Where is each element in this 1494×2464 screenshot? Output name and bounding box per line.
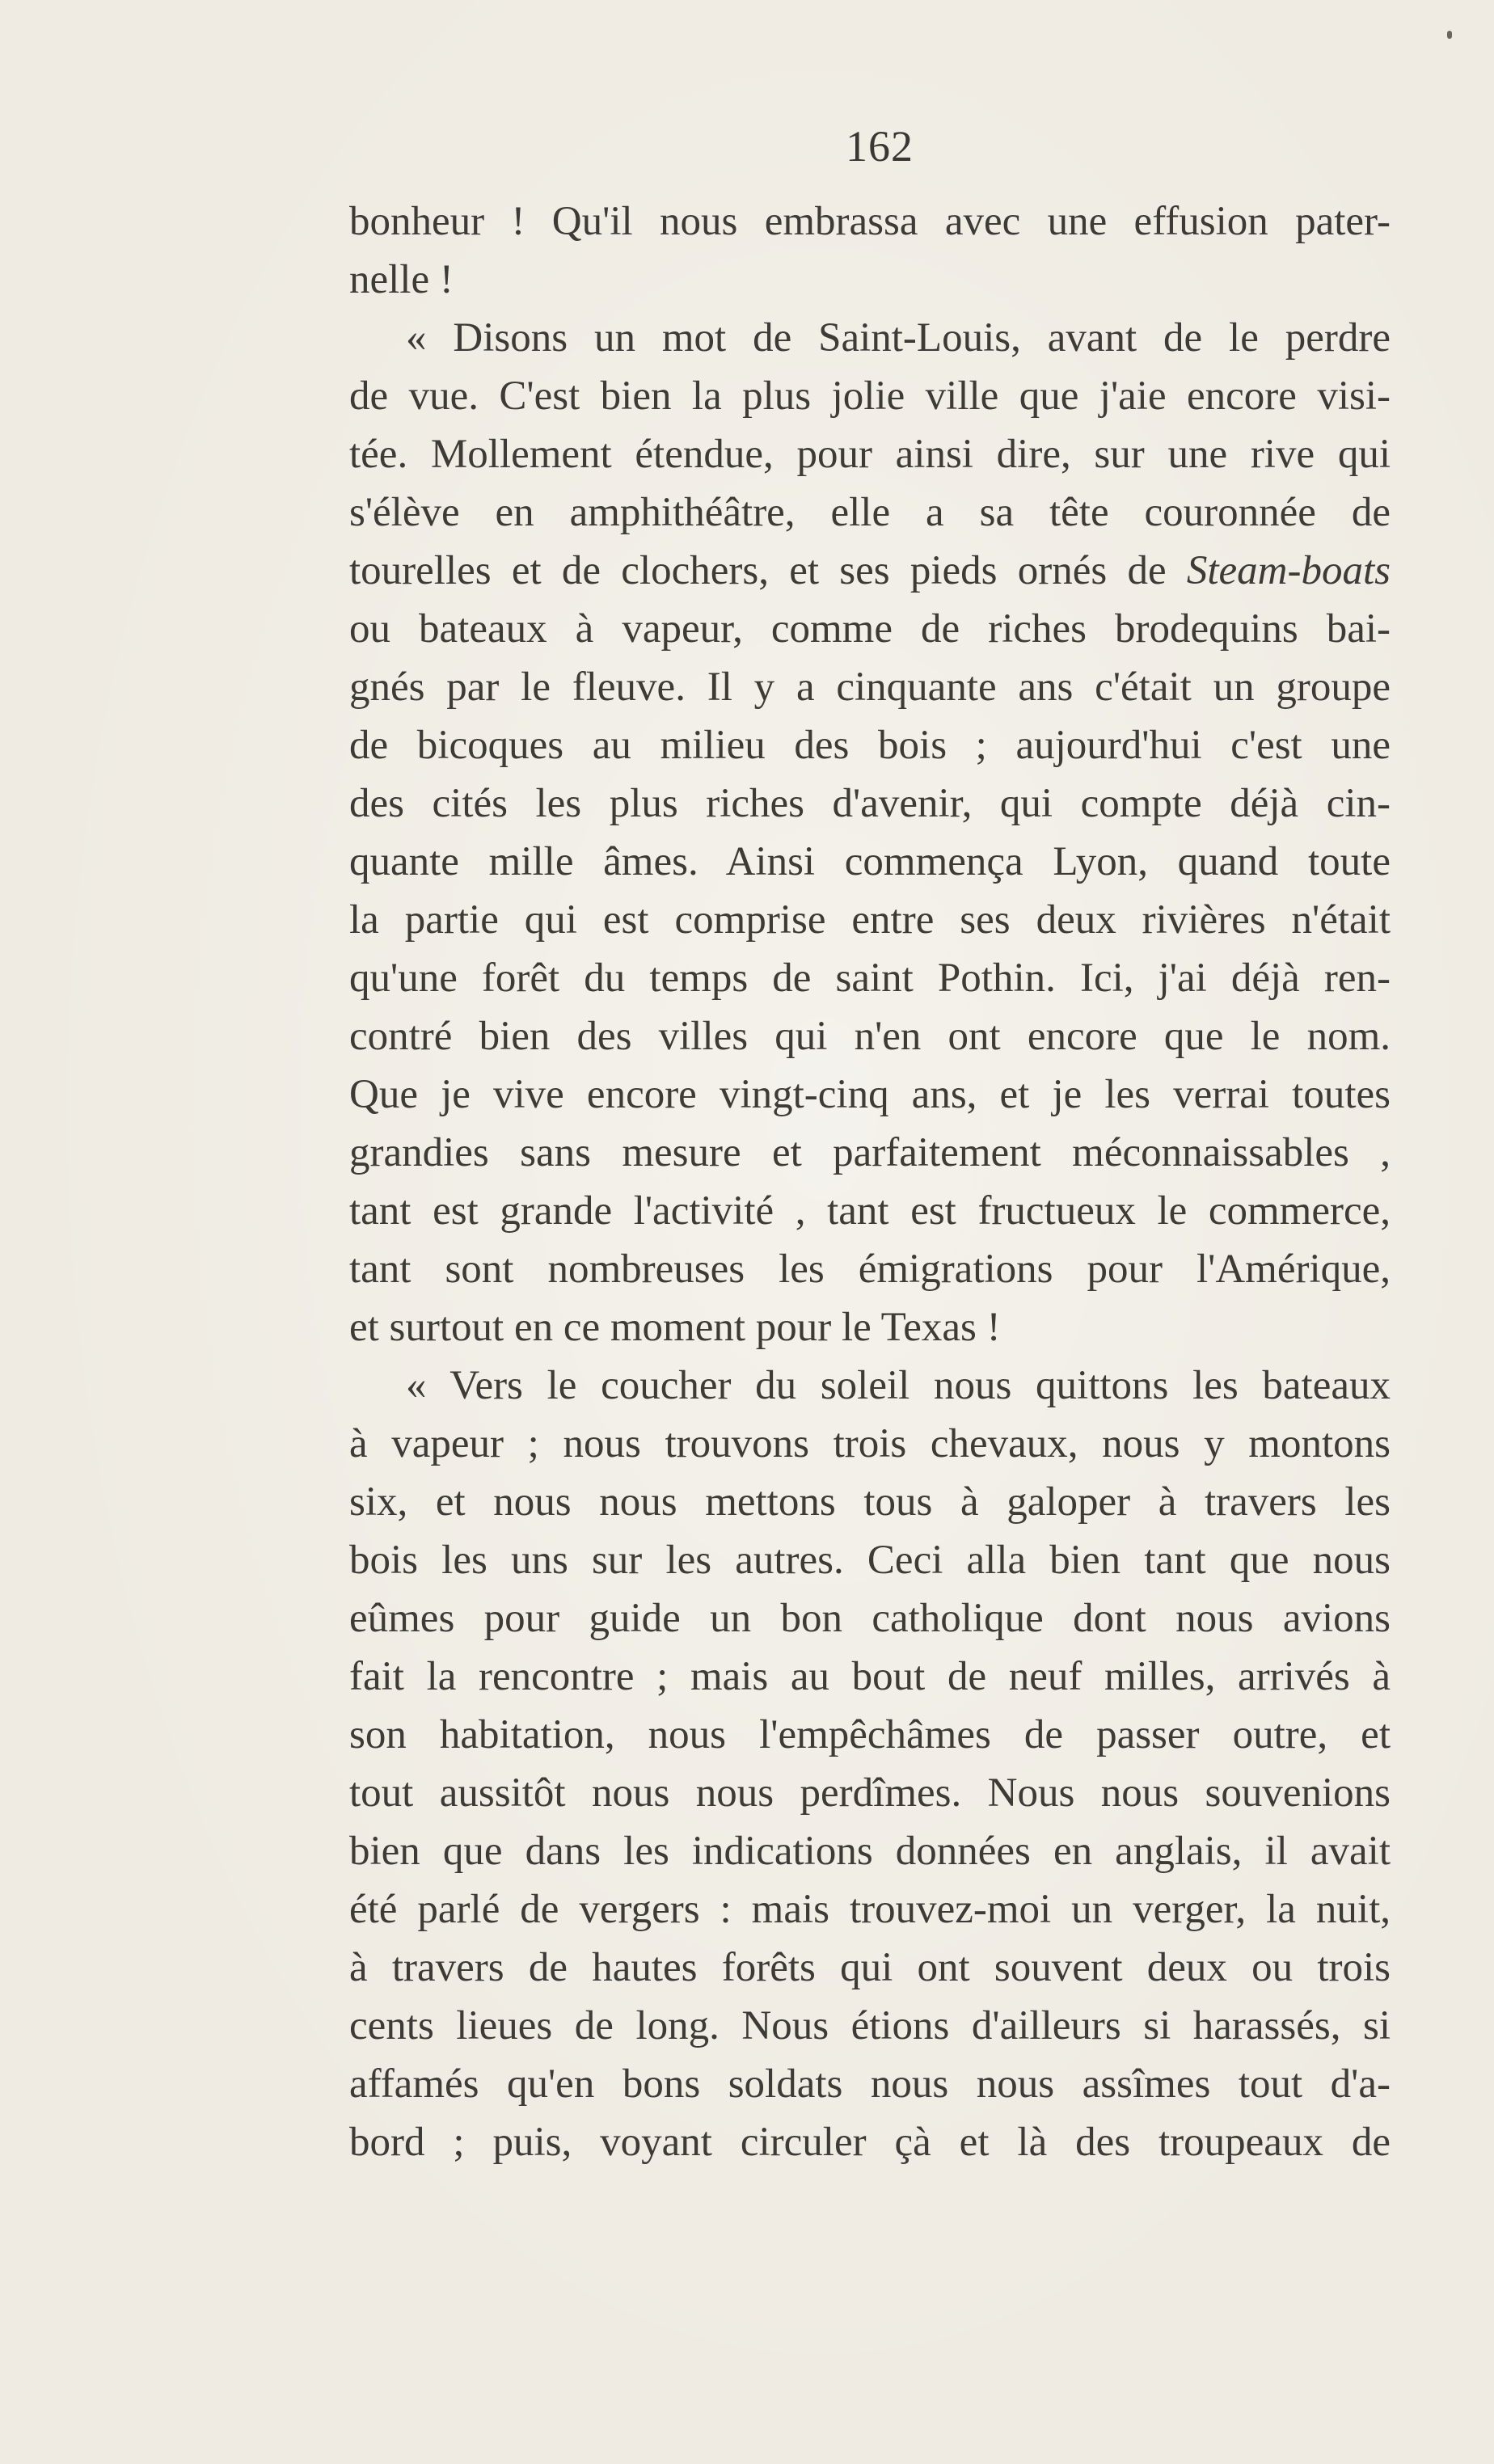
text-line: de vue. C'est bien la plus jolie ville que j'aie encore visi- bbox=[349, 373, 1391, 419]
text-line: gnés par le fleuve. Il y a cinquante ans c'était un groupe bbox=[349, 665, 1391, 710]
text-line: grandies sans mesure et parfaitement méconnaissables , bbox=[349, 1130, 1391, 1175]
text-line: fait la rencontre ; mais au bout de neuf milles, arrivés à bbox=[349, 1654, 1391, 1699]
text-line: été parlé de vergers : mais trouvez-moi un verger, la nuit, bbox=[349, 1887, 1391, 1932]
text-line: six, et nous nous mettons tous à galoper à travers les bbox=[349, 1479, 1391, 1525]
text-line: quante mille âmes. Ainsi commença Lyon, quand toute bbox=[349, 839, 1391, 884]
text-line: tant est grande l'activité , tant est fructueux le commerce, bbox=[349, 1188, 1391, 1234]
italic-term: Steam-boats bbox=[1186, 548, 1391, 593]
text-line: qu'une forêt du temps de saint Pothin. Ici, j'ai déjà ren- bbox=[349, 956, 1391, 1001]
text-line: Que je vive encore vingt-cinq ans, et je les verrai toutes bbox=[349, 1072, 1391, 1117]
text-line: à travers de hautes forêts qui ont souvent deux ou trois bbox=[349, 1945, 1391, 1990]
text-line: tée. Mollement étendue, pour ainsi dire, sur une rive qui bbox=[349, 432, 1391, 477]
text-line: bois les uns sur les autres. Ceci alla bien tant que nous bbox=[349, 1538, 1391, 1583]
text-line: eûmes pour guide un bon catholique dont nous avions bbox=[349, 1596, 1391, 1641]
text-line: et surtout en ce moment pour le Texas ! bbox=[349, 1305, 1001, 1350]
text-line: nelle ! bbox=[349, 257, 454, 302]
text-line: bord ; puis, voyant circuler çà et là des troupeaux de bbox=[349, 2120, 1391, 2165]
text-line: bonheur ! Qu'il nous embrassa avec une effusion pater- bbox=[349, 199, 1391, 244]
text-line: des cités les plus riches d'avenir, qui compte déjà cin- bbox=[349, 781, 1391, 826]
text-line-with-italic bbox=[349, 542, 1391, 600]
body-text bbox=[349, 192, 1391, 2171]
text-line: à vapeur ; nous trouvons trois chevaux, nous y montons bbox=[349, 1421, 1391, 1466]
text-line: son habitation, nous l'empêchâmes de passer outre, et bbox=[349, 1712, 1391, 1757]
text-line: contré bien des villes qui n'en ont encore que le nom. bbox=[349, 1014, 1391, 1059]
text-line: bien que dans les indications données en anglais, il avait bbox=[349, 1829, 1391, 1874]
text-segment: tourelles et de clochers, et ses pieds ornés de bbox=[349, 548, 1187, 593]
text-line: de bicoques au milieu des bois ; aujourd'hui c'est une bbox=[349, 723, 1391, 768]
text-line: s'élève en amphithéâtre, elle a sa tête couronnée de bbox=[349, 490, 1391, 535]
text-line: tout aussitôt nous nous perdîmes. Nous nous souvenions bbox=[349, 1770, 1391, 1816]
text-line: la partie qui est comprise entre ses deux rivières n'était bbox=[349, 897, 1391, 943]
text-line: ou bateaux à vapeur, comme de riches brodequins bai- bbox=[349, 606, 1391, 652]
text-line: « Disons un mot de Saint-Louis, avant de le perdre bbox=[406, 315, 1391, 361]
text-line: cents lieues de long. Nous étions d'ailleurs si harassés, si bbox=[349, 2003, 1391, 2048]
page-number: 162 bbox=[846, 122, 914, 171]
text-line: « Vers le coucher du soleil nous quittons les bateaux bbox=[406, 1363, 1391, 1408]
text-line: tant sont nombreuses les émigrations pour l'Amérique, bbox=[349, 1247, 1391, 1292]
paper-speck bbox=[1447, 31, 1452, 39]
text-line: affamés qu'en bons soldats nous nous assîmes tout d'a- bbox=[349, 2061, 1391, 2107]
